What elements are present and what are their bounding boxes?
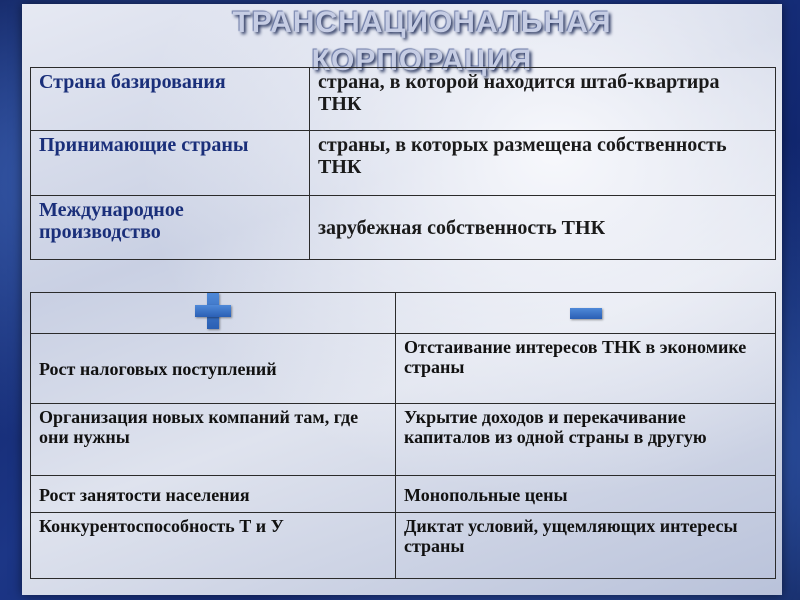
definitions-table: [30, 67, 776, 260]
pros-cons-row: [31, 334, 776, 404]
pro-cell: Рост налоговых поступлений: [31, 334, 396, 404]
pros-header: [31, 293, 396, 334]
pros-cons-row: [31, 476, 776, 513]
title-line-2: КОРПОРАЦИЯ: [311, 44, 533, 77]
pros-cons-row: [31, 513, 776, 579]
pros-cons-table: [30, 292, 776, 579]
definition-row: [31, 196, 776, 260]
minus-icon: [570, 308, 602, 319]
definition-row: [31, 131, 776, 196]
pros-cons-row: [31, 404, 776, 476]
definition-desc: зарубежная собственность ТНК: [310, 196, 776, 260]
pro-cell: Организация новых компаний там, где они нужны: [31, 404, 396, 476]
con-cell: Укрытие доходов и перекачивание капиталов из одной страны в другую: [396, 404, 776, 476]
title-line-1: ТРАНСНАЦИОНАЛЬНАЯ: [232, 6, 612, 39]
con-cell: Отстаивание интересов ТНК в экономике страны: [396, 334, 776, 404]
definition-term: Принимающие страны: [31, 131, 310, 196]
slide: [22, 4, 782, 595]
con-cell: Монопольные цены: [396, 476, 776, 513]
con-cell: Диктат условий, ущемляющих интересы страны: [396, 513, 776, 579]
cons-header: [396, 293, 776, 334]
definition-term: Страна базирования: [31, 68, 310, 131]
definition-desc: страна, в которой находится штаб-квартира ТНК: [310, 68, 776, 131]
pro-cell: Рост занятости населения: [31, 476, 396, 513]
plus-icon: [195, 293, 231, 329]
pro-cell: Конкурентоспособность Т и У: [31, 513, 396, 579]
definition-desc: страны, в которых размещена собственность ТНК: [310, 131, 776, 196]
definition-term: Международное производство: [31, 196, 310, 260]
definition-row: [31, 68, 776, 131]
pros-cons-header: [31, 293, 776, 334]
